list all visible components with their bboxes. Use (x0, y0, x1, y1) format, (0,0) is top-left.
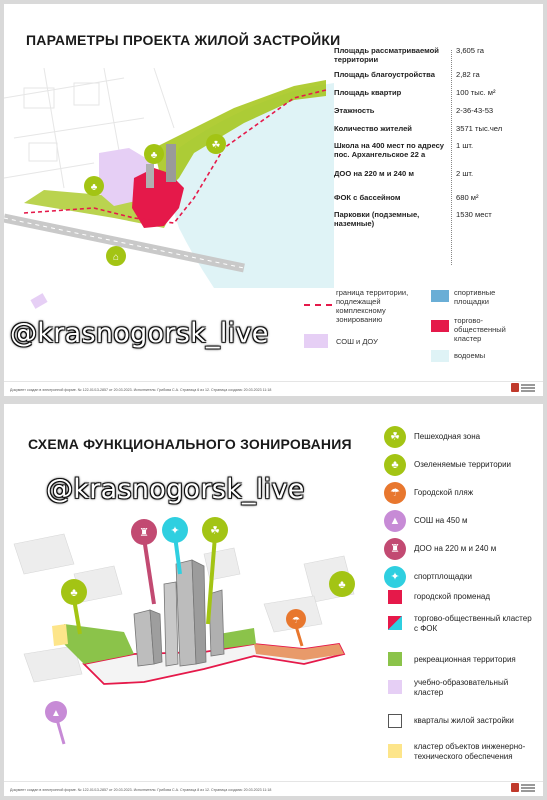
pedestrian-icon: ☘ (384, 426, 406, 448)
param-row: Площадь рассматриваемой территории 3,605 га (334, 46, 484, 64)
sports-legend-label: спортивные площадки (454, 288, 496, 306)
legend-label: рекреационная территория (414, 655, 516, 664)
param-row: ФОК с бассейном 680 м² (334, 193, 479, 202)
trees-icon (84, 176, 104, 196)
param-row: ДОО на 220 м и 240 м 2 шт. (334, 169, 474, 178)
svg-text:♣: ♣ (150, 150, 158, 161)
trees-icon (329, 571, 355, 597)
svg-text:♣: ♣ (70, 587, 78, 599)
cluster-swatch (388, 616, 402, 630)
engineering-swatch (388, 744, 402, 758)
beach-icon: ☂ (384, 482, 406, 504)
legend-label: кластер объектов инженерно-технического обеспечения (414, 742, 526, 761)
legend-label: спортплощадки (414, 572, 472, 581)
page-title: СХЕМА ФУНКЦИОНАЛЬНОГО ЗОНИРОВАНИЯ (28, 436, 352, 452)
running-icon: ✦ (384, 566, 406, 588)
engineering-zone (52, 624, 68, 646)
svg-text:☂: ☂ (291, 615, 301, 625)
legend-label: кварталы жилой застройки (414, 716, 514, 725)
pedestrian-icon (206, 134, 226, 154)
param-row: Площадь квартир 100 тыс. м² (334, 88, 496, 97)
param-row: Парковки (подземные, наземные) 1530 мест (334, 210, 492, 228)
emblem-logo (511, 383, 535, 392)
svg-text:♣: ♣ (90, 182, 98, 193)
svg-text:✦: ✦ (170, 525, 180, 537)
legend-label: торгово-общественный кластер с ФОК (414, 614, 532, 633)
bench-icon (106, 246, 126, 266)
boundary-legend-label: граница территории, подлежащей комплексному зонированию (336, 288, 409, 324)
commercial-legend-swatch (431, 320, 449, 332)
svg-text:☘: ☘ (211, 140, 221, 151)
boundary-legend-swatch (304, 304, 332, 306)
sports-legend-swatch (431, 290, 449, 302)
legend-label: Городской пляж (414, 488, 474, 497)
watermark-text: @krasnogorsk_live (10, 318, 269, 349)
param-row: Площадь благоустройства 2,82 га (334, 70, 480, 79)
parameters-list (334, 46, 539, 234)
trees-icon (144, 144, 164, 164)
recreation-swatch (388, 652, 402, 666)
commercial-legend-label: торгово-общественный кластер (454, 316, 506, 343)
param-row: Этажность 2-36-43-53 (334, 106, 494, 115)
water-legend-swatch (431, 350, 449, 362)
param-row: Количество жителей 3571 тыс.чел (334, 124, 503, 133)
school-legend-label: СОШ и ДОУ (336, 337, 378, 346)
svg-text:⌂: ⌂ (112, 252, 120, 263)
watermark-text: @krasnogorsk_live (46, 474, 305, 505)
footer-text: Документ создан в электронной форме. № 122-01/13-2857 от 20.03.2023. Исполнитель: Грибова С.А. Страница 8 из 12. Страница создана: 20.03.2023 11:18 (10, 787, 272, 792)
lilac-mark (30, 293, 47, 309)
footer-text: Документ создан в электронной форме. № 122-01/13-2857 от 20.03.2023. Исполнитель: Грибова С.А. Страница 6 из 12. Страница создана: 20.03.2023 11:18 (10, 387, 272, 392)
promenade-swatch (388, 590, 402, 604)
emblem-logo (511, 783, 535, 792)
housing-swatch (388, 714, 402, 728)
education-swatch (388, 680, 402, 694)
slide-functional-zoning (4, 404, 543, 796)
legend-label: Озеленяемые территории (414, 460, 512, 469)
water-legend-label: водоемы (454, 351, 486, 360)
trees-icon: ♣ (384, 454, 406, 476)
site-plan-map (4, 68, 334, 288)
legend-label: Пешеходная зона (414, 432, 481, 441)
legend-label: ДОО на 220 м и 240 м (414, 544, 497, 553)
svg-text:♣: ♣ (338, 579, 346, 591)
param-row: Школа на 400 мест по адресу пос. Архангельское 22 а 1 шт. (334, 141, 474, 159)
zoning-map (4, 504, 376, 754)
school-legend-swatch (304, 334, 328, 348)
svg-text:▲: ▲ (51, 708, 61, 719)
legend-label: СОШ на 450 м (414, 516, 468, 525)
page-title: ПАРАМЕТРЫ ПРОЕКТА ЖИЛОЙ ЗАСТРОЙКИ (26, 32, 341, 48)
school-icon: ▲ (384, 510, 406, 532)
legend-label: городской променад (414, 592, 491, 601)
svg-text:☘: ☘ (210, 525, 220, 537)
legend-label: учебно-образовательный кластер (414, 678, 509, 697)
kindergarten-icon: ♜ (384, 538, 406, 560)
svg-text:♜: ♜ (139, 527, 149, 539)
